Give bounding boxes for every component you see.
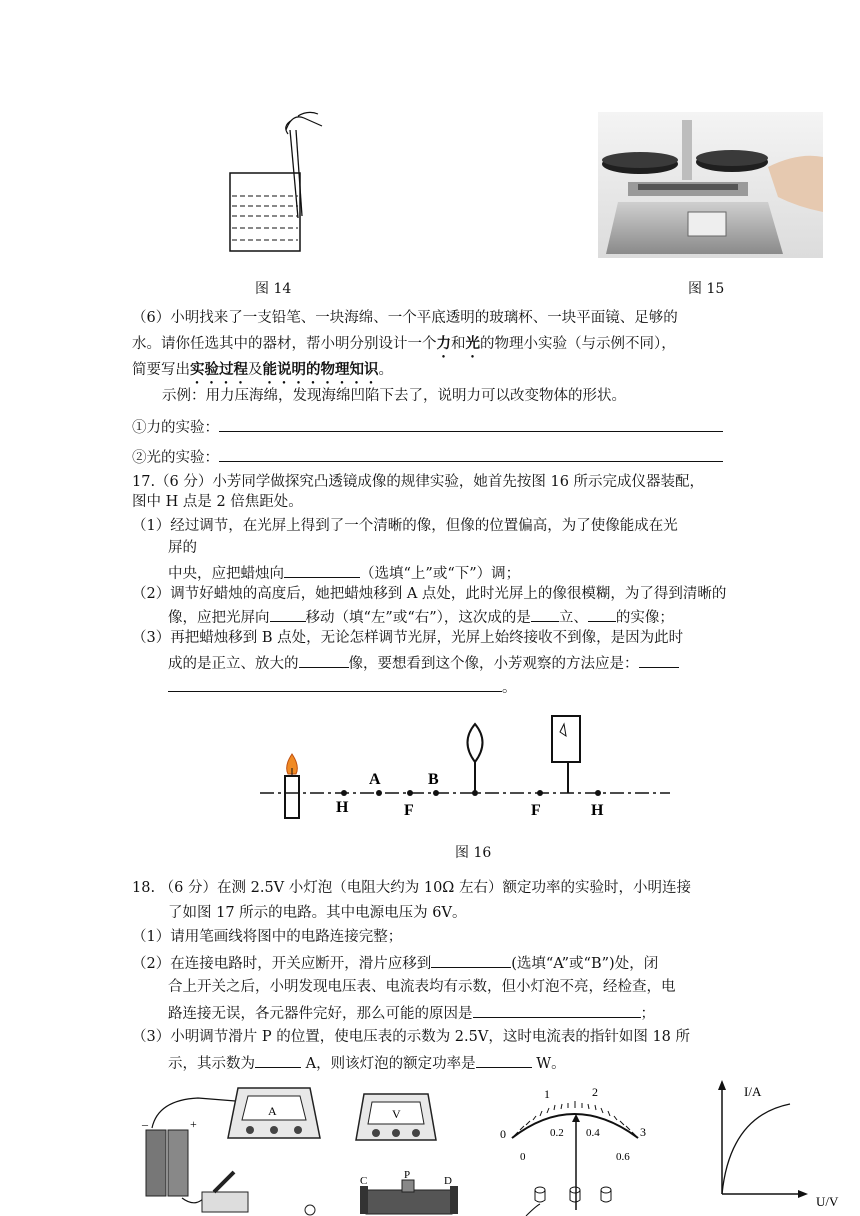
figure-15-balance-scale [598, 112, 823, 258]
emphasis-light: 光 [465, 335, 480, 352]
label-A: A [369, 771, 381, 788]
scale-outer-2: 2 [592, 1085, 598, 1099]
image-orientation-blank[interactable] [531, 606, 559, 622]
graph-x-label: U/V [816, 1194, 839, 1209]
label-F-left: F [404, 802, 414, 819]
candle-direction-blank[interactable] [284, 562, 360, 578]
q18-p1: （1）请用笔画线将图中的电路连接完整； [132, 929, 403, 945]
q17-p3-c: 。 [168, 676, 517, 698]
current-reading-blank[interactable] [255, 1052, 301, 1068]
emphasis-force: 力 [436, 335, 451, 352]
label-F-right: F [531, 802, 541, 819]
convex-lens-icon [468, 724, 483, 793]
q16-6-line1: （6）小明找来了一支铅笔、一块海绵、一个平底透明的玻璃杯、一块平面镜、足够的 [132, 310, 678, 326]
emphasis-knowledge: 能说明的物理知识 [262, 361, 379, 378]
scale-outer-3: 3 [640, 1125, 646, 1139]
q16-6-example: 示例：用力压海绵，发现海绵凹陷下去了，说明力可以改变物体的形状。 [162, 388, 626, 404]
slider-position-blank[interactable] [431, 952, 511, 968]
q18-intro2: 了如图 17 所示的电路。其中电源电压为 6V。 [168, 905, 467, 921]
q18-p2-a: （2）在连接电路时，开关应断开，滑片应移到 (选填“A”或“B”)处，闭 [132, 952, 658, 974]
figure-16-optical-bench [258, 702, 690, 820]
scale-inner-0.2: 0.2 [550, 1127, 564, 1139]
possible-reason-blank[interactable] [473, 1002, 641, 1018]
image-size-blank[interactable] [588, 606, 616, 622]
figure-18-ammeter-scale [496, 1080, 656, 1216]
q17-p3-a: （3）再把蜡烛移到 B 点处，无论怎样调节光屏，光屏上始终接收不到像，是因为此时 [132, 630, 684, 646]
label-H-right: H [591, 802, 604, 819]
voltmeter-letter: V [392, 1107, 401, 1121]
rheostat-D: D [444, 1175, 452, 1187]
bulb-icon [305, 1205, 315, 1215]
q18-p2-c: 路连接无误，各元器件完好，那么可能的原因是 ； [168, 1002, 655, 1024]
q17-p1-c: 中央，应把蜡烛向 （选填“上”或“下”）调； [168, 562, 520, 584]
ammeter-icon [228, 1088, 320, 1138]
iu-curve [722, 1104, 790, 1194]
q17-intro2: 图中 H 点是 2 倍焦距处。 [132, 494, 303, 510]
q17-p1-a: （1）经过调节，在光屏上得到了一个清晰的像，但像的位置偏高，为了使像能成在光 [132, 518, 678, 534]
scale-inner-0.4: 0.4 [586, 1127, 600, 1139]
screen-direction-blank[interactable] [270, 606, 306, 622]
observe-method-blank-1[interactable] [639, 652, 679, 668]
figure-14-beaker-pencil [222, 108, 332, 258]
force-experiment-row: ①力的实验： [132, 416, 723, 438]
q17-p3-b: 成的是正立、放大的 像，要想看到这个像，小芳观察的方法应是： [168, 652, 679, 674]
light-screen-icon [552, 716, 580, 793]
battery-icon [141, 1117, 197, 1196]
candle-icon [285, 754, 299, 818]
virtual-image-blank[interactable] [299, 652, 349, 668]
q18-p3-a: （3）小明调节滑片 P 的位置，使电压表的示数为 2.5V，这时电流表的指针如图 18 所 [132, 1029, 691, 1045]
graph-y-label: I/A [744, 1084, 762, 1099]
q17-p2-a: （2）调节好蜡烛的高度后，她把蜡烛移到 A 点处，此时光屏上的像很模糊，为了得到清晰的 [132, 586, 727, 602]
q16-6-line2: 水。请你任选其中的器材，帮小明分别设计一个力和光的物理小实验（与示例不同）， [132, 335, 676, 352]
force-experiment-blank[interactable] [219, 416, 723, 432]
figure-16-caption: 图 16 [455, 845, 492, 861]
light-experiment-row: ②光的实验： [132, 446, 723, 468]
figure-17-circuit [138, 1080, 468, 1216]
scale-inner-0.6: 0.6 [616, 1151, 630, 1163]
q18-p3-b: 示，其示数为 A，则该灯泡的额定功率是 W。 [168, 1052, 566, 1074]
voltmeter-icon [356, 1094, 436, 1140]
figure-14-caption: 图 14 [255, 281, 292, 297]
figure-15-caption: 图 15 [688, 281, 725, 297]
svg-text:–: – [142, 1117, 148, 1131]
q17-intro1: 17.（6 分）小芳同学做探究凸透镜成像的规律实验，她首先按图 16 所示完成仪器装配， [132, 474, 705, 490]
emphasis-process: 实验过程 [190, 361, 248, 378]
rheostat-C: C [360, 1175, 368, 1187]
q18-p2-b: 合上开关之后，小明发现电压表、电流表均有示数，但小灯泡不亮，经检查，电 [168, 979, 676, 995]
rheostat-P: P [404, 1169, 411, 1181]
light-experiment-blank[interactable] [219, 446, 723, 462]
observe-method-blank-2[interactable] [168, 676, 502, 692]
label-B: B [428, 771, 439, 788]
label-H-left: H [336, 799, 349, 816]
switch-icon [202, 1172, 248, 1212]
ammeter-letter: A [268, 1104, 277, 1118]
q16-6-line3: 简要写出实验过程及能说明的物理知识。 [132, 361, 393, 378]
scale-outer-1: 1 [544, 1087, 550, 1101]
q17-p2-b: 像，应把光屏向 移动（填“左”或“右”），这次成的是 立、 的实像； [168, 606, 674, 628]
iu-graph [700, 1076, 856, 1216]
rheostat-icon [360, 1169, 458, 1214]
q18-intro1: 18. （6 分）在测 2.5V 小灯泡（电阻大约为 10Ω 左右）额定功率的实验时，小明连接 [132, 880, 691, 896]
rated-power-blank[interactable] [476, 1052, 532, 1068]
svg-text:+: + [190, 1117, 197, 1131]
q17-p1-b: 屏的 [168, 540, 197, 556]
scale-inner-0: 0 [520, 1151, 526, 1163]
scale-outer-0: 0 [500, 1127, 506, 1141]
